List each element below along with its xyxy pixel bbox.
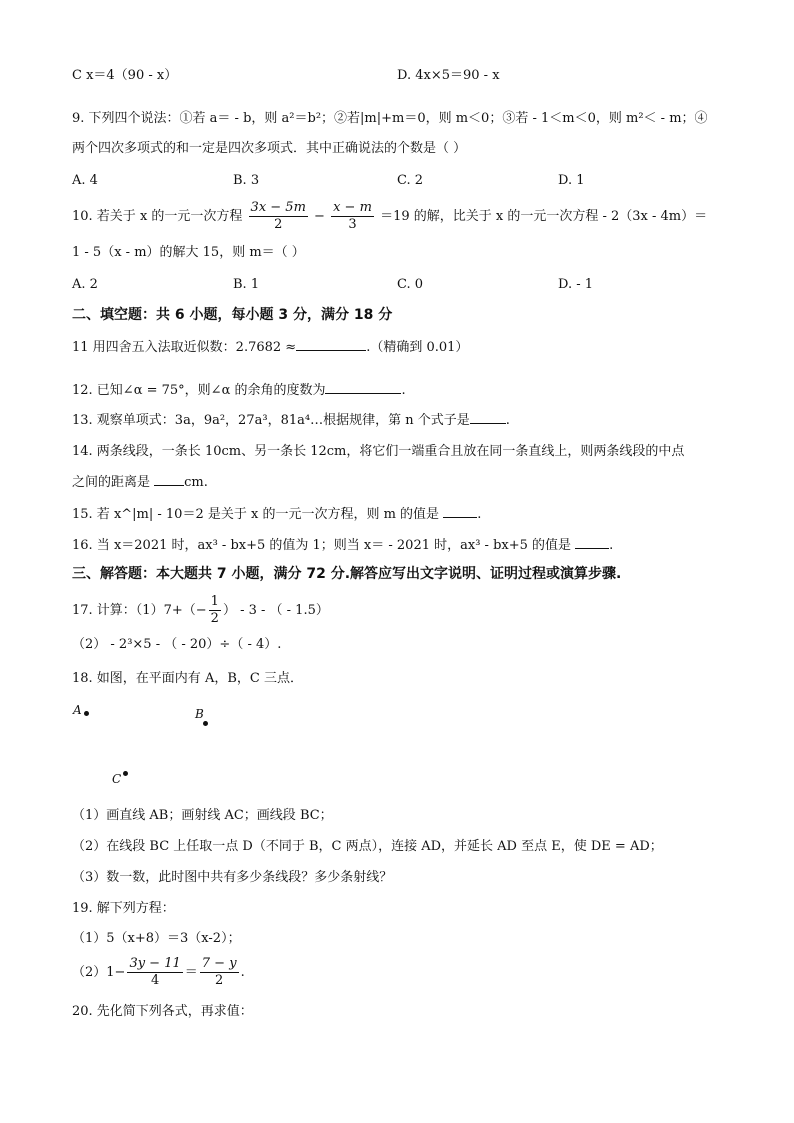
q19-fraction-1-denominator: 4	[150, 973, 160, 988]
q10-fraction-1	[249, 200, 308, 233]
q17-line2: （2） - 2³×5 - （ - 20）÷（ - 4）.	[72, 637, 282, 652]
q11-text: 11 用四舍五入法取近似数：2.7682 ≈	[72, 340, 297, 355]
q8-option-c: C x＝4（90 - x）	[72, 68, 178, 83]
q9-option-c: C. 2	[397, 173, 424, 188]
q17-fraction-denominator: 2	[210, 611, 219, 626]
q9-option-b: B. 3	[233, 173, 260, 188]
q13-text: 13. 观察单项式：3a，9a²，27a³，81a⁴…根据规律，第 n 个式子是	[72, 413, 470, 428]
q19-stem: 19. 解下列方程：	[72, 901, 175, 916]
q18-part-2: （2）在线段 BC 上任取一点 D（不同于 B，C 两点），连接 AD，并延长 AD 至点 E，使 DE = AD；	[72, 839, 663, 854]
q18-part-3: （3）数一数，此时图中共有多少条线段？多少条射线？	[72, 870, 393, 885]
q19-fraction-2-numerator: 7 − y	[201, 956, 237, 971]
q10-suffix: ＝19 的解，比关于 x 的一元一次方程 - 2（3x - 4m）＝	[380, 209, 708, 224]
point-c-dot	[123, 771, 128, 776]
q15	[72, 505, 481, 524]
point-a-label: A	[73, 703, 82, 717]
q13	[72, 411, 510, 430]
q10-fraction-1-numerator: 3x − 5m	[250, 200, 306, 215]
q17-text-end: ） - 3 - （ - 1.5）	[222, 603, 329, 618]
q13-text-end: .	[505, 413, 510, 428]
q17-negative-sign: −	[195, 603, 207, 618]
q12-answer-blank[interactable]	[325, 381, 401, 394]
q11-text-end: .（精确到 0.01）	[366, 340, 469, 355]
q12	[72, 381, 406, 400]
point-b-dot	[203, 721, 208, 726]
point-c-label: C	[112, 772, 122, 786]
q14-answer-blank[interactable]	[154, 473, 184, 486]
q19-part-2-prefix: （2）1−	[72, 965, 126, 980]
q10-stem-line2: 1 - 5（x - m）的解大 15，则 m＝（ ）	[72, 245, 305, 260]
q10-fraction-2-numerator: x − m	[333, 200, 372, 215]
q8-option-d: D. 4x×5＝90 - x	[397, 68, 500, 83]
q19-fraction-1-numerator: 3y − 11	[129, 956, 181, 971]
q9-option-d: D. 1	[558, 173, 585, 188]
q16-text-end: .	[609, 538, 614, 553]
q9-option-a: A. 4	[72, 173, 98, 188]
point-a-dot	[84, 711, 89, 716]
q11-answer-blank[interactable]	[296, 338, 366, 351]
q17-text: 17. 计算：（1）7+（	[72, 603, 196, 618]
q11	[72, 338, 468, 357]
q12-text: 12. 已知∠α = 75°，则∠α 的余角的度数为	[72, 383, 326, 398]
q14-line1: 14. 两条线段，一条长 10cm、另一条长 12cm，将它们一端重合且放在同一条直线上，则两条线段的中点	[72, 444, 685, 459]
point-b-label: B	[195, 707, 204, 721]
q19-part-1: （1）5（x+8）＝3（x-2）；	[72, 931, 241, 946]
q10-option-a: A. 2	[72, 277, 98, 292]
q19-fraction-2-denominator: 2	[215, 973, 224, 988]
section-2-heading: 二、填空题：共 6 小题，每小题 3 分，满分 18 分	[72, 307, 393, 323]
q14-text-end: cm.	[184, 475, 208, 490]
q14-text: 之间的距离是	[72, 475, 155, 490]
q12-text-end: .	[401, 383, 406, 398]
q10-option-b: B. 1	[233, 277, 260, 292]
q10-fraction-2	[331, 200, 374, 233]
q10-option-d: D. - 1	[558, 277, 594, 292]
q17-fraction-numerator: 1	[210, 594, 219, 609]
q13-answer-blank[interactable]	[470, 411, 506, 424]
q10-fraction-1-denominator: 2	[274, 217, 283, 232]
q9-stem-line1: 9. 下列四个说法：①若 a＝ - b，则 a²＝b²；②若|m|+m＝0，则 m＜0；③若 - 1＜m＜0，则 m²＜ - m；④	[72, 111, 708, 126]
q10-stem-line1	[72, 199, 707, 235]
q10-minus-sign: −	[314, 209, 325, 224]
q16-text: 16. 当 x＝2021 时，ax³ - bx+5 的值为 1；则当 x＝ - 2021 时，ax³ - bx+5 的值是	[72, 538, 576, 553]
q16-answer-blank[interactable]	[575, 536, 609, 549]
q19-fraction-1	[127, 956, 182, 989]
q10-option-c: C. 0	[397, 277, 424, 292]
q15-text-end: .	[477, 507, 482, 522]
q10-prefix: 10. 若关于 x 的一元一次方程	[72, 209, 243, 224]
q17-fraction	[209, 594, 221, 627]
q18-stem: 18. 如图，在平面内有 A，B，C 三点．	[72, 671, 303, 686]
q20-stem: 20. 先化简下列各式，再求值：	[72, 1004, 253, 1019]
q19-part-2-end: .	[240, 965, 245, 980]
q9-stem-line2: 两个四次多项式的和一定是四次多项式．其中正确说法的个数是（ ）	[72, 141, 467, 156]
q18-part-1: （1）画直线 AB；画射线 AC；画线段 BC；	[72, 808, 333, 823]
q15-text: 15. 若 x^|m| - 10＝2 是关于 x 的一元一次方程，则 m 的值是	[72, 507, 444, 522]
q19-fraction-2	[200, 956, 239, 989]
q19-part-2	[72, 955, 245, 991]
section-3-heading: 三、解答题：本大题共 7 小题，满分 72 分.解答应写出文字说明、证明过程或演算步骤.	[72, 566, 622, 582]
q17-line1	[72, 594, 329, 628]
q15-answer-blank[interactable]	[443, 505, 477, 518]
q16	[72, 536, 613, 555]
q14-line2	[72, 473, 208, 492]
q10-fraction-2-denominator: 3	[348, 217, 357, 232]
q19-equals: ＝	[184, 965, 198, 980]
